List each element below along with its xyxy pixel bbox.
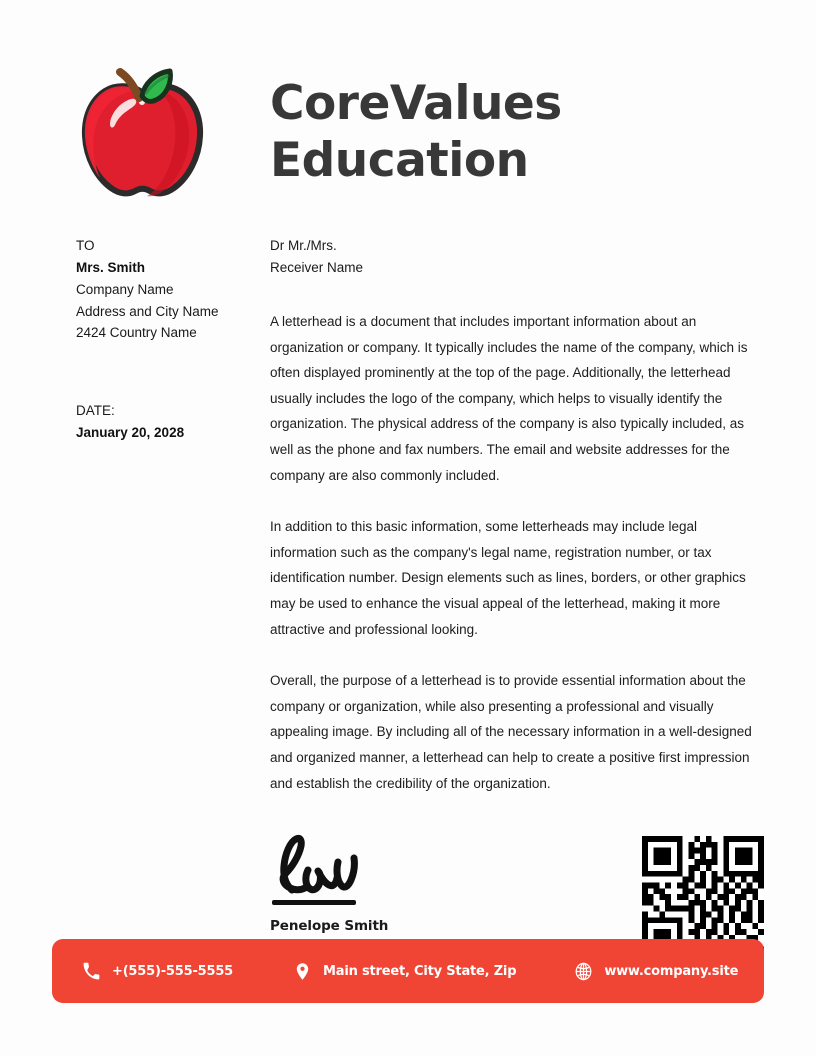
signature-rule	[272, 900, 356, 905]
letter-content	[0, 202, 816, 796]
footer-website-item[interactable]	[574, 962, 738, 981]
date-value: January 20, 2028	[76, 424, 185, 440]
body-paragraph-3: Overall, the purpose of a letterhead is to provide essential information about the company or organization, while also presenting a professional and visually appealing image. By including all of the necessary information in a well-designed and organized manner, a letterhead can help to create a positive first impression and establish the credibility of the organization.	[270, 673, 752, 791]
footer-address-item[interactable]	[293, 962, 516, 981]
recipient-address: Address and City Name	[76, 303, 219, 319]
map-pin-icon	[293, 962, 312, 981]
salutation-line-1: Dr Mr./Mrs.	[270, 238, 337, 253]
salutation-line-2: Receiver Name	[270, 260, 364, 275]
body-paragraph-1: A letterhead is a document that includes important information about an organization or company. It typically includes the name of the company, which is often displayed prominently at the top of the page. Additionally, the letterhead usually includes the logo of the company, which helps to visually identify the organization. The physical address of the company is also typically included, as well as the phone and fax numbers. The email and website addresses for the company are also commonly included.	[270, 314, 748, 483]
footer-website-text: www.company.site	[604, 963, 739, 979]
apple-icon	[76, 62, 208, 202]
footer-phone-item[interactable]	[82, 962, 233, 981]
globe-icon	[574, 962, 593, 981]
footer-address-text: Main street, City State, Zip	[323, 963, 517, 979]
to-label: TO	[76, 238, 95, 253]
recipient-company: Company Name	[76, 282, 174, 297]
date-block	[76, 400, 270, 444]
recipient-name: Mrs. Smith	[76, 260, 146, 275]
letterhead-header	[0, 0, 816, 202]
brand-title-line-2: Education	[270, 133, 529, 188]
phone-icon	[82, 962, 101, 981]
date-label: DATE:	[76, 402, 115, 418]
contact-footer-bar	[52, 939, 764, 1003]
brand-title	[270, 75, 562, 190]
brand-title-line-1: CoreValues	[270, 75, 562, 131]
recipient-country: 2424 Country Name	[76, 325, 197, 340]
footer-phone-text: +(555)-555-5555	[112, 963, 234, 979]
signature-area	[0, 796, 816, 958]
handwritten-signature-icon	[272, 834, 368, 898]
letter-body-column	[270, 230, 764, 796]
recipient-column	[76, 230, 270, 796]
body-paragraph-2: In addition to this basic information, some letterheads may include legal information such as the company's legal name, registration number, or tax identification number. Design elements such as lines, borders, or other graphics may be used to enhance the visual appeal of the letterhead, making it more attractive and professional looking.	[270, 519, 746, 637]
signer-name: Penelope Smith	[270, 918, 389, 935]
